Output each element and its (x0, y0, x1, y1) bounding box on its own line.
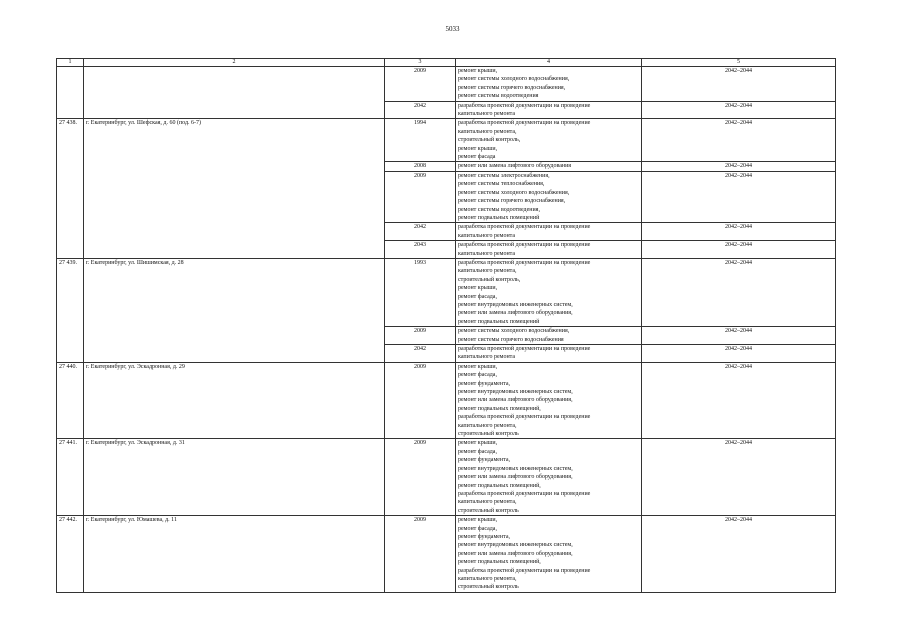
work-item: капитального ремонта, (458, 422, 517, 429)
address-cell: г. Екатеринбург, ул. Эскадронная, д. 31 (84, 439, 385, 516)
work-item: ремонт фасада (458, 154, 496, 161)
work-item: разработка проектной документации на проведение (458, 242, 591, 249)
planned-period-cell: 2042–2044 (642, 101, 836, 119)
planned-period-cell: 2042–2044 (642, 223, 836, 241)
work-item: разработка проектной документации на проведение (458, 414, 591, 421)
work-item: ремонт фундамента, (458, 457, 510, 464)
work-item: ремонт фасада, (458, 448, 497, 455)
work-item: ремонт или замена лифтового оборудования (458, 163, 572, 170)
work-item: капитального ремонта, (458, 268, 517, 275)
year-cell: 1994 (385, 119, 456, 162)
year-cell: 2009 (385, 439, 456, 516)
year-cell: 2008 (385, 162, 456, 171)
column-header: 2 (84, 59, 385, 67)
work-item: строительный контроль (458, 431, 519, 438)
work-item: капитального ремонта, (458, 575, 517, 582)
year-cell: 2009 (385, 67, 456, 102)
work-item: ремонт системы теплоснабжения, (458, 181, 545, 188)
work-item: ремонт фундамента, (458, 533, 510, 540)
work-item: ремонт фасада, (458, 293, 497, 300)
address-cell: г. Екатеринбург, ул. Шишимская, д. 28 (84, 258, 385, 362)
work-item: капитального ремонта, (458, 499, 517, 506)
work-item: ремонт крыши, (458, 285, 498, 292)
row-number-cell: 27 440. (57, 362, 84, 439)
work-types-cell (456, 171, 642, 222)
work-types-cell (456, 327, 642, 345)
planned-period-cell: 2042–2044 (642, 516, 836, 593)
work-item: ремонт внутридомовых инженерных систем, (458, 542, 573, 549)
work-item: ремонт системы холодного водоснабжения, (458, 328, 570, 335)
planned-period-cell: 2042–2044 (642, 258, 836, 326)
work-item: капитального ремонта, (458, 128, 517, 135)
work-item: ремонт крыши, (458, 517, 498, 524)
work-item: ремонт подвальных помещений, (458, 559, 541, 566)
table-row (57, 439, 836, 516)
work-item: ремонт или замена лифтового оборудования, (458, 550, 573, 557)
address-cell: г. Екатеринбург, ул. Юмашева, д. 11 (84, 516, 385, 593)
row-number-cell: 27 439. (57, 258, 84, 362)
work-item: ремонт или замена лифтового оборудования, (458, 474, 573, 481)
year-cell: 2009 (385, 362, 456, 439)
planned-period-cell: 2042–2044 (642, 67, 836, 102)
work-item: капитального ремонта (458, 354, 516, 361)
work-types-cell (456, 223, 642, 241)
row-number-cell: 27 441. (57, 439, 84, 516)
work-types-cell (456, 258, 642, 326)
row-number-cell: 27 442. (57, 516, 84, 593)
work-item: разработка проектной документации на проведение (458, 102, 591, 109)
work-types-cell (456, 67, 642, 102)
work-item: разработка проектной документации на проведение (458, 490, 591, 497)
work-item: ремонт подвальных помещений, (458, 405, 541, 412)
planned-period-cell: 2042–2044 (642, 327, 836, 345)
year-cell: 2042 (385, 223, 456, 241)
work-item: строительный контроль, (458, 137, 521, 144)
work-item: разработка проектной документации на проведение (458, 224, 591, 231)
year-cell: 2009 (385, 327, 456, 345)
year-cell: 2043 (385, 241, 456, 259)
work-item: ремонт фасада, (458, 525, 497, 532)
table-row (57, 516, 836, 593)
table-row (57, 362, 836, 439)
work-item: строительный контроль (458, 584, 519, 591)
work-item: разработка проектной документации на проведение (458, 120, 591, 127)
work-item: разработка проектной документации на проведение (458, 259, 591, 266)
row-number-cell: 27 438. (57, 119, 84, 259)
planned-period-cell: 2042–2044 (642, 119, 836, 162)
address-cell (84, 67, 385, 119)
work-types-cell (456, 345, 642, 363)
address-cell: г. Екатеринбург, ул. Шефская, д. 60 (под. 6-7) (84, 119, 385, 259)
work-item: разработка проектной документации на проведение (458, 346, 591, 352)
work-item: разработка проектной документации на проведение (458, 567, 591, 574)
work-types-cell (456, 241, 642, 259)
repair-schedule-table (56, 58, 836, 593)
year-cell: 2009 (385, 516, 456, 593)
work-item: ремонт системы холодного водоснабжения, (458, 76, 570, 83)
planned-period-cell: 2042–2044 (642, 439, 836, 516)
column-header: 1 (57, 59, 84, 67)
work-item: ремонт системы горячего водоснабжения, (458, 84, 566, 91)
column-header: 3 (385, 59, 456, 67)
table-row (57, 67, 836, 102)
work-types-cell (456, 516, 642, 593)
table-body (57, 67, 836, 593)
work-item: ремонт системы водоотведения, (458, 206, 540, 213)
year-cell: 2009 (385, 171, 456, 222)
work-item: ремонт системы горячего водоснабжения (458, 336, 564, 343)
work-item: ремонт подвальных помещений (458, 214, 540, 221)
work-item: ремонт крыши, (458, 145, 498, 152)
work-item: ремонт или замена лифтового оборудования, (458, 397, 573, 404)
column-header: 5 (642, 59, 836, 67)
planned-period-cell: 2042–2044 (642, 362, 836, 439)
column-header: 4 (456, 59, 642, 67)
work-types-cell (456, 362, 642, 439)
work-item: ремонт системы горячего водоснабжения, (458, 198, 566, 205)
work-types-cell (456, 162, 642, 171)
year-cell: 2042 (385, 101, 456, 119)
work-item: ремонт фасада, (458, 372, 497, 379)
planned-period-cell: 2042–2044 (642, 345, 836, 363)
planned-period-cell: 2042–2044 (642, 171, 836, 222)
page-number: 5033 (445, 25, 460, 33)
work-item: ремонт системы водоотведения (458, 93, 539, 100)
work-item: капитального ремонта (458, 111, 516, 118)
work-item: строительный контроль (458, 507, 519, 514)
work-item: ремонт или замена лифтового оборудования, (458, 310, 573, 317)
work-types-cell (456, 119, 642, 162)
work-item: ремонт крыши, (458, 68, 498, 74)
column-number-row (57, 59, 836, 67)
table-row (57, 119, 836, 162)
work-item: ремонт внутридомовых инженерных систем, (458, 301, 573, 308)
work-item: строительный контроль, (458, 276, 521, 283)
work-item: ремонт крыши, (458, 363, 498, 370)
work-item: ремонт системы холодного водоснабжения, (458, 189, 570, 196)
work-item: ремонт подвальных помещений, (458, 482, 541, 489)
work-item: ремонт системы электроснабжения, (458, 172, 550, 179)
work-item: капитального ремонта (458, 232, 516, 239)
work-item: ремонт фундамента, (458, 380, 510, 387)
planned-period-cell: 2042–2044 (642, 241, 836, 259)
table-row (57, 258, 836, 326)
year-cell: 1993 (385, 258, 456, 326)
work-item: ремонт подвальных помещений (458, 318, 540, 325)
row-number-cell (57, 67, 84, 119)
planned-period-cell: 2042–2044 (642, 162, 836, 171)
address-cell: г. Екатеринбург, ул. Эскадронная, д. 29 (84, 362, 385, 439)
work-types-cell (456, 439, 642, 516)
work-item: капитального ремонта (458, 250, 516, 257)
work-types-cell (456, 101, 642, 119)
work-item: ремонт крыши, (458, 440, 498, 447)
work-item: ремонт внутридомовых инженерных систем, (458, 389, 573, 396)
work-item: ремонт внутридомовых инженерных систем, (458, 465, 573, 472)
year-cell: 2042 (385, 345, 456, 363)
